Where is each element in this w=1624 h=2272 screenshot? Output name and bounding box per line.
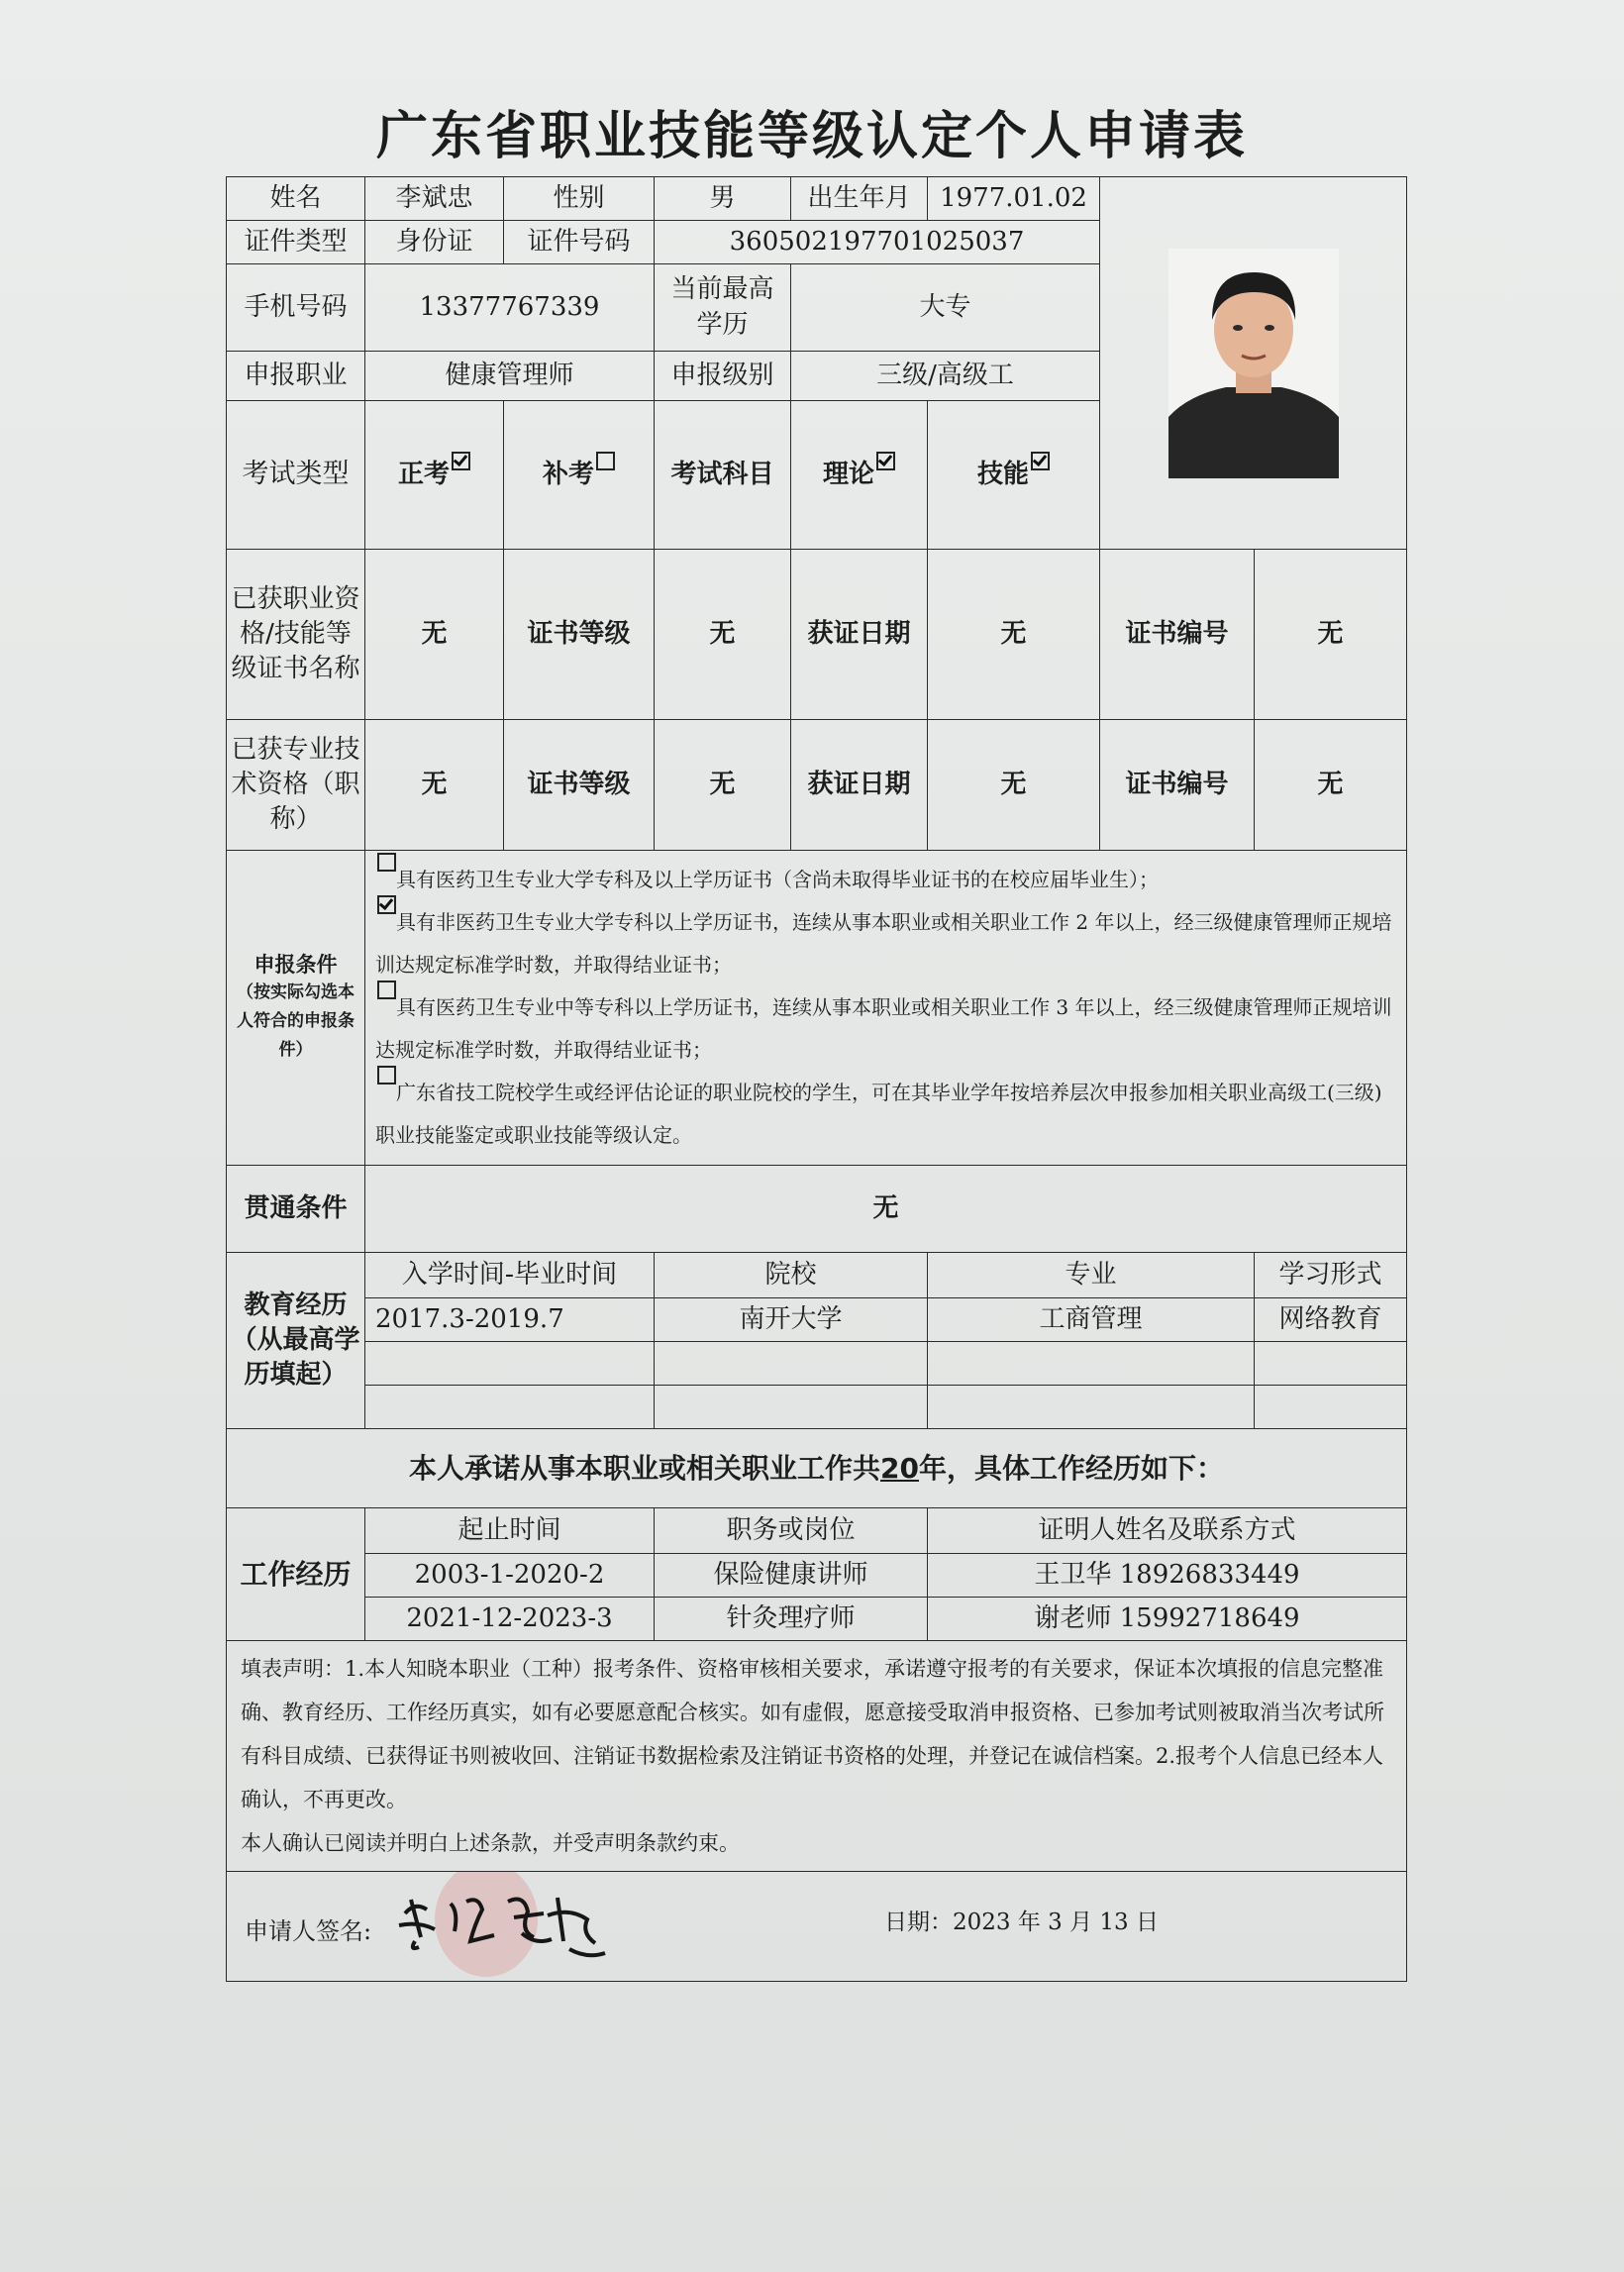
work-history-label: 工作经历 — [227, 1508, 365, 1641]
work-header-period: 起止时间 — [365, 1508, 655, 1554]
skill-checkbox-icon — [1031, 452, 1050, 470]
conditions-label-cell — [227, 851, 365, 1166]
title-qualification-label: 已获专业技术资格（职称） — [227, 720, 365, 851]
qualification-date: 无 — [928, 550, 1100, 720]
title-number: 无 — [1255, 720, 1407, 851]
declaration-text: 填表声明：1.本人知晓本职业（工种）报考条件、资格审核相关要求，承诺遵守报考的有关要求，保证本次填报的信息完整准确、教育经历、工作经历真实，如有必要愿意配合核实。如有虚假，愿意接受取消申报资格、已参加考试则被取消当次考试所有科目成绩、已获得证书则被收回、注销证书数据检索及注销证书资格的处理，并登记在诚信档案。2.报考个人信息已经本人确认，不再更改。 — [241, 1657, 1384, 1811]
birth-value: 1977.01.02 — [928, 177, 1100, 221]
work-header-reference: 证明人姓名及联系方式 — [928, 1508, 1407, 1554]
gender-value: 男 — [655, 177, 791, 221]
edu-major — [928, 1342, 1255, 1386]
qualification-name: 无 — [365, 550, 504, 720]
through-label: 贯通条件 — [227, 1166, 365, 1253]
table-row — [227, 1298, 1407, 1342]
edu-major: 工商管理 — [928, 1298, 1255, 1342]
edu-header-major: 专业 — [928, 1253, 1255, 1298]
edu-mode: 网络教育 — [1255, 1298, 1407, 1342]
condition-4-text: 广东省技工院校学生或经评估论证的职业院校的学生，可在其毕业学年按培养层次申报参加相关职业高级工(三级)职业技能鉴定或职业技能等级认定。 — [375, 1081, 1382, 1147]
condition-3-text: 具有医药卫生专业中等专科以上学历证书，连续从事本职业或相关职业工作 3 年以上，经三级健康管理师正规培训达规定标准学时数，并取得结业证书； — [375, 995, 1392, 1062]
title-grade-label: 证书等级 — [504, 720, 655, 851]
edu-major — [928, 1386, 1255, 1429]
table-row — [227, 1342, 1407, 1386]
level-value: 三级/高级工 — [791, 352, 1100, 401]
education-history-label: 教育经历（从最高学历填起） — [227, 1253, 365, 1429]
occupation-value: 健康管理师 — [365, 352, 655, 401]
id-type-label: 证件类型 — [227, 221, 365, 264]
edu-school: 南开大学 — [655, 1298, 928, 1342]
education-label: 当前最高学历 — [655, 264, 791, 352]
condition-item — [375, 901, 1396, 986]
exam-theory-option — [791, 401, 928, 550]
edu-header-period: 入学时间-毕业时间 — [365, 1253, 655, 1298]
qualification-number: 无 — [1255, 550, 1407, 720]
condition-item — [375, 859, 1396, 901]
education-value: 大专 — [791, 264, 1100, 352]
edu-header-mode: 学习形式 — [1255, 1253, 1407, 1298]
exam-subject-label: 考试科目 — [655, 401, 791, 550]
exam-skill-text: 技能 — [976, 459, 1029, 489]
title-qualification-name: 无 — [365, 720, 504, 851]
occupation-label: 申报职业 — [227, 352, 365, 401]
declaration-confirm: 本人确认已阅读并明白上述条款，并受声明条款约束。 — [241, 1831, 740, 1855]
birth-label: 出生年月 — [791, 177, 928, 221]
title-grade: 无 — [655, 720, 791, 851]
signature-date — [884, 1908, 1159, 1938]
theory-checkbox-icon — [876, 452, 895, 470]
condition-4-checkbox-icon — [377, 1066, 396, 1084]
id-type-value: 身份证 — [365, 221, 504, 264]
condition-2-checkbox-icon — [377, 895, 396, 914]
table-row — [227, 1598, 1407, 1641]
signature-row — [227, 1872, 1407, 1982]
conditions-note: （按实际勾选本人符合的申报条件） — [237, 982, 355, 1061]
qualification-label: 已获职业资格/技能等级证书名称 — [227, 550, 365, 720]
exam-makeup-option — [504, 401, 655, 550]
condition-2-text: 具有非医药卫生专业大学专科以上学历证书，连续从事本职业或相关职业工作 2 年以上，经三级健康管理师正规培训达规定标准学时数，并取得结业证书； — [375, 910, 1392, 977]
date-value: 2023 年 3 月 13 日 — [953, 1910, 1159, 1935]
makeup-checkbox-icon — [596, 452, 615, 470]
exam-type-label: 考试类型 — [227, 401, 365, 550]
through-value: 无 — [365, 1166, 1407, 1253]
condition-3-checkbox-icon — [377, 981, 396, 999]
table-row — [227, 1386, 1407, 1429]
name-label: 姓名 — [227, 177, 365, 221]
exam-theory-text: 理论 — [822, 459, 874, 489]
id-number-label: 证件号码 — [504, 221, 655, 264]
edu-school — [655, 1386, 928, 1429]
work-period: 2003-1-2020-2 — [365, 1554, 655, 1598]
exam-regular-text: 正考 — [397, 459, 450, 489]
qualification-date-label: 获证日期 — [791, 550, 928, 720]
edu-header-school: 院校 — [655, 1253, 928, 1298]
application-form — [226, 176, 1407, 1982]
qualification-grade-label: 证书等级 — [504, 550, 655, 720]
conditions-label: 申报条件 — [254, 952, 338, 977]
qualification-grade: 无 — [655, 550, 791, 720]
edu-school — [655, 1342, 928, 1386]
promise-prefix: 本人承诺从事本职业或相关职业工作共 — [409, 1451, 881, 1485]
work-period: 2021-12-2023-3 — [365, 1598, 655, 1641]
regular-checkbox-icon — [452, 452, 470, 470]
condition-1-text: 具有医药卫生专业大学专科及以上学历证书（含尚未取得毕业证书的在校应届毕业生）； — [396, 868, 1159, 891]
gender-label: 性别 — [504, 177, 655, 221]
exam-makeup-text: 补考 — [542, 459, 594, 489]
work-reference: 王卫华 18926833449 — [928, 1554, 1407, 1598]
promise-years: 20 — [880, 1451, 919, 1485]
conditions-list — [365, 851, 1407, 1166]
name-value: 李斌忠 — [365, 177, 504, 221]
phone-label: 手机号码 — [227, 264, 365, 352]
condition-item — [375, 1072, 1396, 1157]
handwritten-signature — [375, 1872, 633, 1982]
qualification-number-label: 证书编号 — [1100, 550, 1255, 720]
applicant-photo — [1168, 249, 1339, 478]
work-position: 保险健康讲师 — [655, 1554, 928, 1598]
title-number-label: 证书编号 — [1100, 720, 1255, 851]
table-row — [227, 1554, 1407, 1598]
phone-value: 13377767339 — [365, 264, 655, 352]
condition-1-checkbox-icon — [377, 853, 396, 872]
signature-label: 申请人签名: — [245, 1917, 372, 1945]
title-date: 无 — [928, 720, 1100, 851]
title-date-label: 获证日期 — [791, 720, 928, 851]
work-header-position: 职务或岗位 — [655, 1508, 928, 1554]
exam-skill-option — [928, 401, 1100, 550]
date-label: 日期： — [884, 1910, 953, 1935]
promise-suffix: 年，具体工作经历如下： — [918, 1451, 1224, 1485]
work-position: 针灸理疗师 — [655, 1598, 928, 1641]
edu-period: 2017.3-2019.7 — [365, 1298, 655, 1342]
edu-mode — [1255, 1342, 1407, 1386]
edu-period — [365, 1342, 655, 1386]
condition-item — [375, 986, 1396, 1072]
edu-mode — [1255, 1386, 1407, 1429]
work-reference: 谢老师 15992718649 — [928, 1598, 1407, 1641]
form-title: 广东省职业技能等级认定个人申请表 — [375, 107, 1248, 166]
level-label: 申报级别 — [655, 352, 791, 401]
id-number-value: 360502197701025037 — [655, 221, 1100, 264]
photo-cell — [1100, 177, 1407, 550]
exam-regular-option — [365, 401, 504, 550]
work-promise — [227, 1429, 1407, 1508]
declaration-cell — [227, 1641, 1407, 1872]
edu-period — [365, 1386, 655, 1429]
